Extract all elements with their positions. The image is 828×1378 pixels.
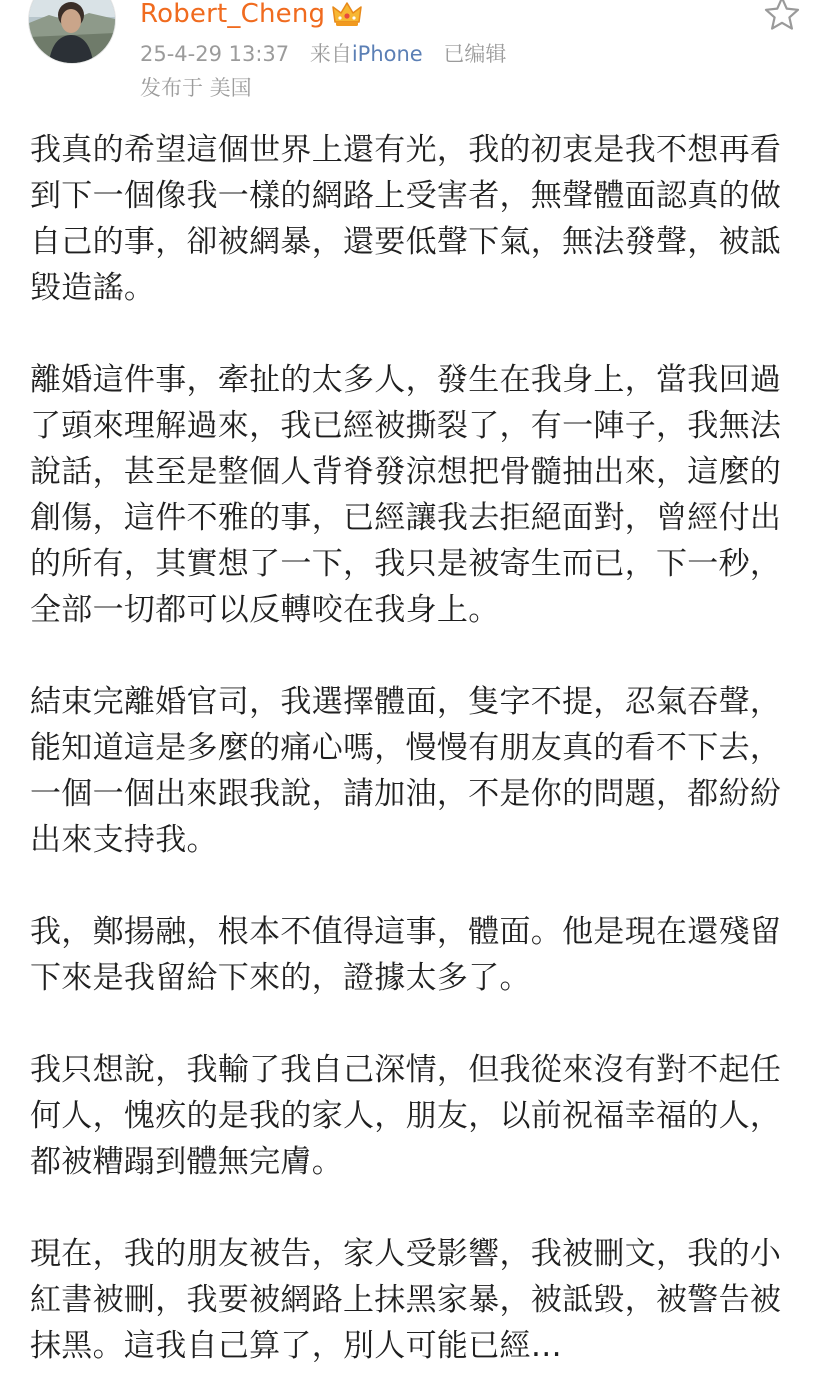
post-body — [30, 127, 800, 1369]
edited-label[interactable]: 已编辑 — [443, 42, 507, 66]
post-header — [0, 0, 828, 110]
avatar-photo — [29, 0, 115, 63]
post-paragraph: 現在，我的朋友被告，家人受影響，我被刪文，我的小 紅書被刪，我要被網路上抹黑家暴，被詆毀，被警告被 抹黑。這我自己算了，別人可能已經… — [30, 1236, 782, 1364]
device-link[interactable]: iPhone — [351, 42, 423, 66]
post-meta — [140, 38, 506, 70]
avatar[interactable] — [28, 0, 116, 64]
source-prefix: 来自 — [309, 42, 352, 66]
username-link[interactable]: Robert_Cheng — [140, 0, 326, 29]
username-row — [140, 0, 363, 34]
post-paragraph: 我真的希望這個世界上還有光，我的初衷是我不想再看 到下一個像我一樣的網路上受害者，無聲體面認真的做 自己的事，卻被網暴，還要低聲下氣，無法發聲，被詆 毀造謠。 — [30, 132, 782, 306]
crown-icon — [331, 0, 363, 28]
post-paragraph: 結束完離婚官司，我選擇體面，隻字不提，忍氣吞聲， 能知道這是多麼的痛心嗎，慢慢有朋友真的看不下去， 一個一個出來跟我說，請加油，不是你的問題，都紛紛 出來支持我。 — [30, 684, 782, 858]
post-paragraph: 離婚這件事，牽扯的太多人，發生在我身上，當我回過 了頭來理解過來，我已經被撕裂了，有一陣子，我無法 說話，甚至是整個人背脊發涼想把骨髓抽出來，這麼的 創傷，這件不雅的事，已經讓我去拒絕面對，曾經付出 的所有，其實想了一下，我只是被寄生而已，下一秒， 全部一切都可以反轉咬在我身上。 — [30, 362, 782, 628]
star-icon[interactable] — [762, 0, 802, 34]
post-timestamp: 25-4-29 13:37 — [140, 42, 290, 66]
post-location: 发布于 美国 — [140, 76, 252, 100]
post-paragraph: 我，鄭揚融，根本不值得這事，體面。他是現在還殘留 下來是我留給下來的，證據太多了。 — [30, 914, 782, 996]
post-paragraph: 我只想說，我輸了我自己深情，但我從來沒有對不起任 何人，愧疚的是我的家人，朋友，以前祝福幸福的人， 都被糟蹋到體無完膚。 — [30, 1052, 782, 1180]
